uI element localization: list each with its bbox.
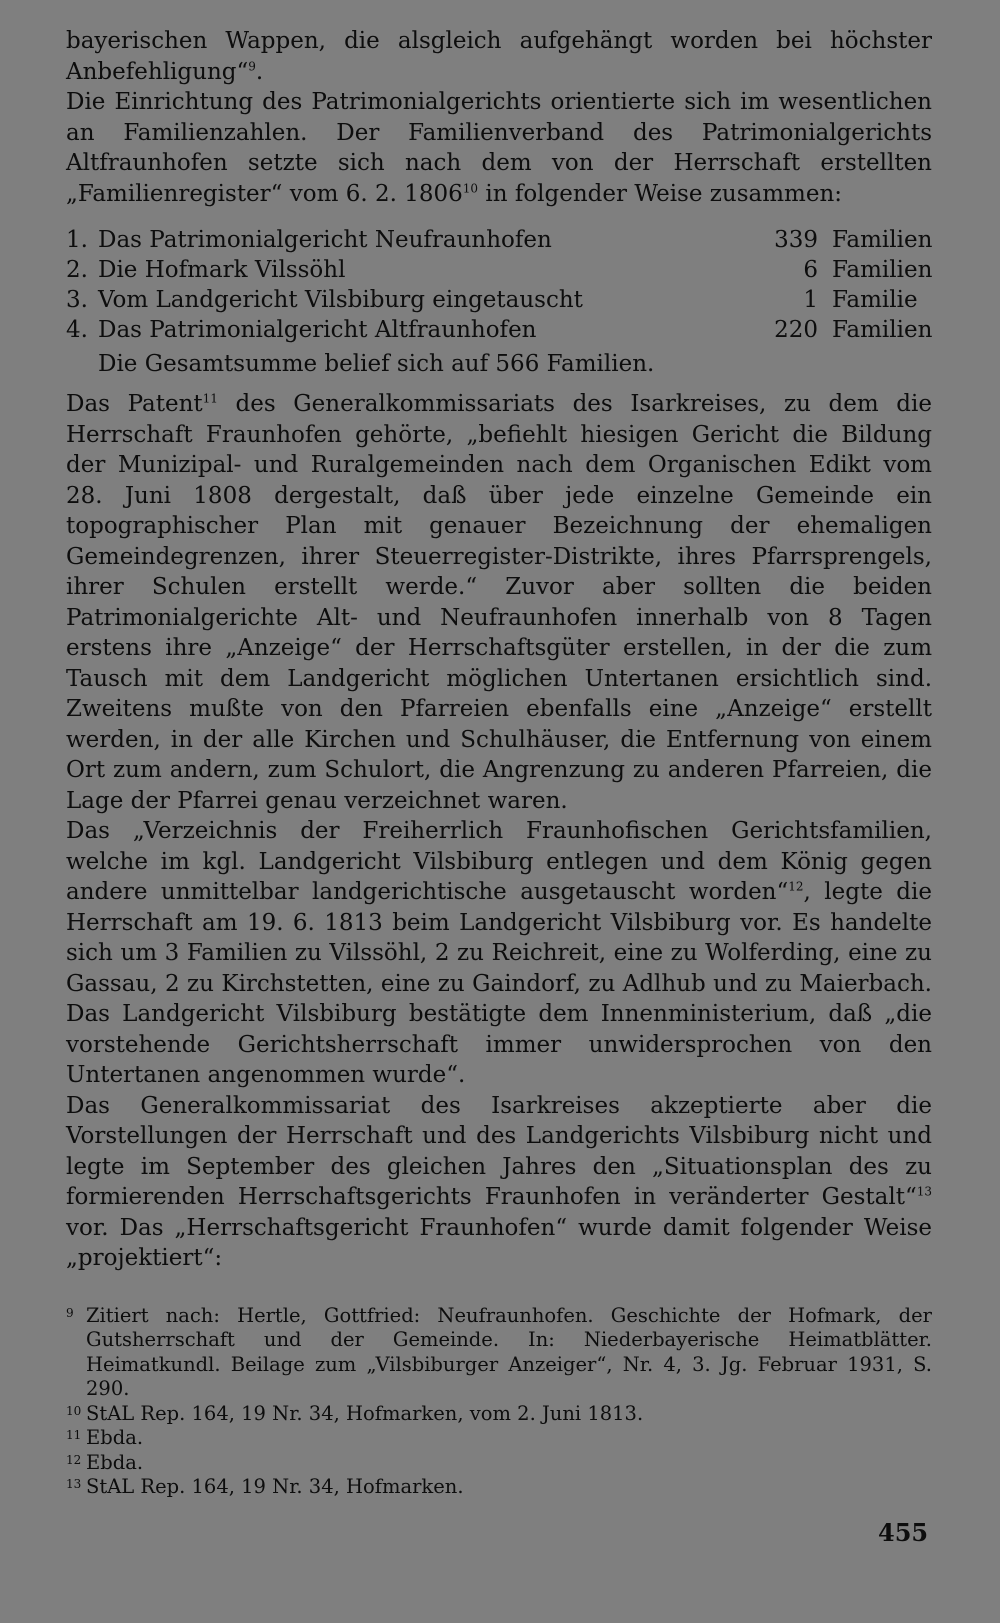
list-item — [66, 255, 932, 285]
footnote-ref: 9 — [248, 58, 256, 73]
paragraph-text: in folgender Weise zusammen: — [478, 180, 843, 207]
footnote — [66, 1426, 932, 1451]
footnote-mark: 12 — [66, 1452, 82, 1467]
list-unit: Familien — [832, 227, 933, 253]
paragraph-register — [66, 816, 932, 1091]
paragraph-text: Das Generalkommissariat des Isarkreises akzeptierte aber die Vorstellungen der Herrschaft und des Landgerichts Vilsbiburg nicht und legte im September des gleichen Jahres den „Situationsplan des zu formierenden Herrschaftsgerichts Fraunhofen in veränderter Gestalt“ — [66, 1092, 932, 1210]
footnote-mark: 11 — [66, 1428, 82, 1442]
paragraph-patent — [66, 389, 932, 816]
footnote-ref: 11 — [202, 391, 218, 406]
list-number: 2. — [66, 257, 88, 283]
list-item — [66, 285, 932, 315]
paragraph-text: , legte die Herrschaft am 19. 6. 1813 beim Landgericht Vilsbiburg vor. Es handelte sich um 3 Familien zu Vilssöhl, 2 zu Reichreit, eine zu Wolferding, eine zu Gassau, 2 zu Kirchstetten, eine zu Gaindorf, zu Adlhub und zu Maierbach. Das Landgericht Vilsbiburg bestätigte dem Innenministerium, daß „die vorstehende Gerichtsherrschaft immer unwidersprochen von den Untertanen angenommen wurde“. — [66, 879, 933, 1088]
list-number: 3. — [66, 287, 88, 313]
footnotes — [66, 1304, 932, 1500]
paragraph-text: bayerischen Wappen, die alsgleich aufgehängt worden bei höchster Anbefehligung“ — [66, 28, 932, 85]
footnote-text: Ebda. — [86, 1450, 144, 1474]
list-label: Das Patrimonialgericht Neufraunhofen — [98, 227, 552, 253]
paragraph-text: Das Patent — [66, 391, 203, 417]
footnote-text: Ebda. — [86, 1426, 144, 1449]
footnote — [66, 1304, 932, 1402]
paragraph-text: Das „Verzeichnis der Freiherrlich Fraunhofischen Gerichtsfamilien, welche im kgl. Landgericht Vilsbiburg entlegen und dem König gegen andere unmittelbar landgerichtische ausgetauscht worden“ — [66, 818, 932, 905]
list-item — [66, 225, 932, 255]
paragraph-text: des Generalkommissariats des Isarkreises, zu dem die Herrschaft Fraunhofen gehörte, „befiehlt hiesigen Gericht die Bildung der Munizipal- und Ruralgemeinden nach dem Organischen Edikt vom 28. Juni 1808 dergestalt, daß über jede einzelne Gemeinde ein topographischer Plan mit genauer Bezeichnung der ehemaligen Gemeindegrenzen, ihrer Steuerregister-Distrikte, ihres Pfarrsprengels, ihrer Schulen erstellt werde.“ Zuvor aber sollten die beiden Patrimonialgerichte Alt- und Neufraunhofen innerhalb von 8 Tagen erstens ihre „Anzeige“ der Herrschaftsgüter erstellen, in der die zum Tausch mit dem Landgericht möglichen Untertanen ersichtlich sind. Zweitens mußte von den Pfarreien ebenfalls eine „Anzeige“ erstellt werden, in der alle Kirchen und Schulhäuser, die Entfernung von einem Ort zum andern, zum Schulort, die Angrenzung zu anderen Pfarreien, die Lage der Pfarrei genau verzeichnet waren. — [66, 391, 932, 814]
list-label: Die Hofmark Vilssöhl — [98, 257, 346, 283]
list-unit: Familien — [832, 317, 933, 343]
page-number: 455 — [878, 1518, 929, 1547]
footnote — [66, 1475, 932, 1500]
footnote-mark: 13 — [66, 1477, 82, 1491]
list-label: Das Patrimonialgericht Altfraunhofen — [98, 317, 537, 343]
paragraph-text: vor. Das „Herrschaftsgericht Fraunhofen“ wurde damit folgender Weise „projektiert“: — [66, 1214, 932, 1271]
paragraph-text: Die Einrichtung des Patrimonialgerichts orientierte sich im wesentlichen an Familienzahlen. Der Familienverband des Patrimonialgerichts Altfraunhofen setzte sich nach dem von der Herrschaft erstellten „Familienregister“ vom 6. 2. 1806 — [66, 89, 932, 207]
list-number: 4. — [66, 317, 88, 343]
list-count: 220 — [774, 317, 818, 343]
list-summary: Die Gesamtsumme belief sich auf 566 Familien. — [98, 351, 655, 377]
list-count: 1 — [803, 287, 818, 313]
list-count: 339 — [774, 227, 818, 253]
footnote — [66, 1451, 932, 1476]
list-item — [66, 315, 932, 345]
family-list — [66, 225, 932, 379]
list-count: 6 — [803, 257, 818, 283]
list-number: 1. — [66, 227, 88, 253]
footnote-ref: 10 — [462, 180, 479, 195]
list-unit: Familie — [832, 287, 918, 313]
footnote-text: StAL Rep. 164, 19 Nr. 34, Hofmarken, vom 2. Juni 1813. — [86, 1401, 644, 1425]
footnote-ref: 12 — [788, 879, 804, 894]
footnote-mark: 9 — [66, 1305, 74, 1320]
footnote-mark: 10 — [66, 1403, 82, 1418]
footnote-text: StAL Rep. 164, 19 Nr. 34, Hofmarken. — [86, 1475, 464, 1498]
list-unit: Familien — [832, 257, 933, 283]
list-label: Vom Landgericht Vilsbiburg eingetauscht — [98, 287, 583, 313]
paragraph-general-commissariat — [66, 1091, 932, 1274]
footnote-ref: 13 — [916, 1184, 932, 1199]
paragraph-family-structure — [66, 87, 932, 209]
footnote — [66, 1402, 932, 1427]
paragraph-continuation: bayerischen Wappen, die alsgleich aufgehängt worden bei höchster Anbefehligung“$^9$. — [66, 28, 932, 85]
footnote-text: Zitiert nach: Hertle, Gottfried: Neufraunhofen. Geschichte der Hofmark, der Gutsherrschaft und der Gemeinde. In: Niederbayerische Heimatblätter. Heimatkundl. Beilage zum „Vilsbiburger Anzeiger“, Nr. 4, 3. Jg. Februar 1931, S. 290. — [86, 1303, 932, 1400]
